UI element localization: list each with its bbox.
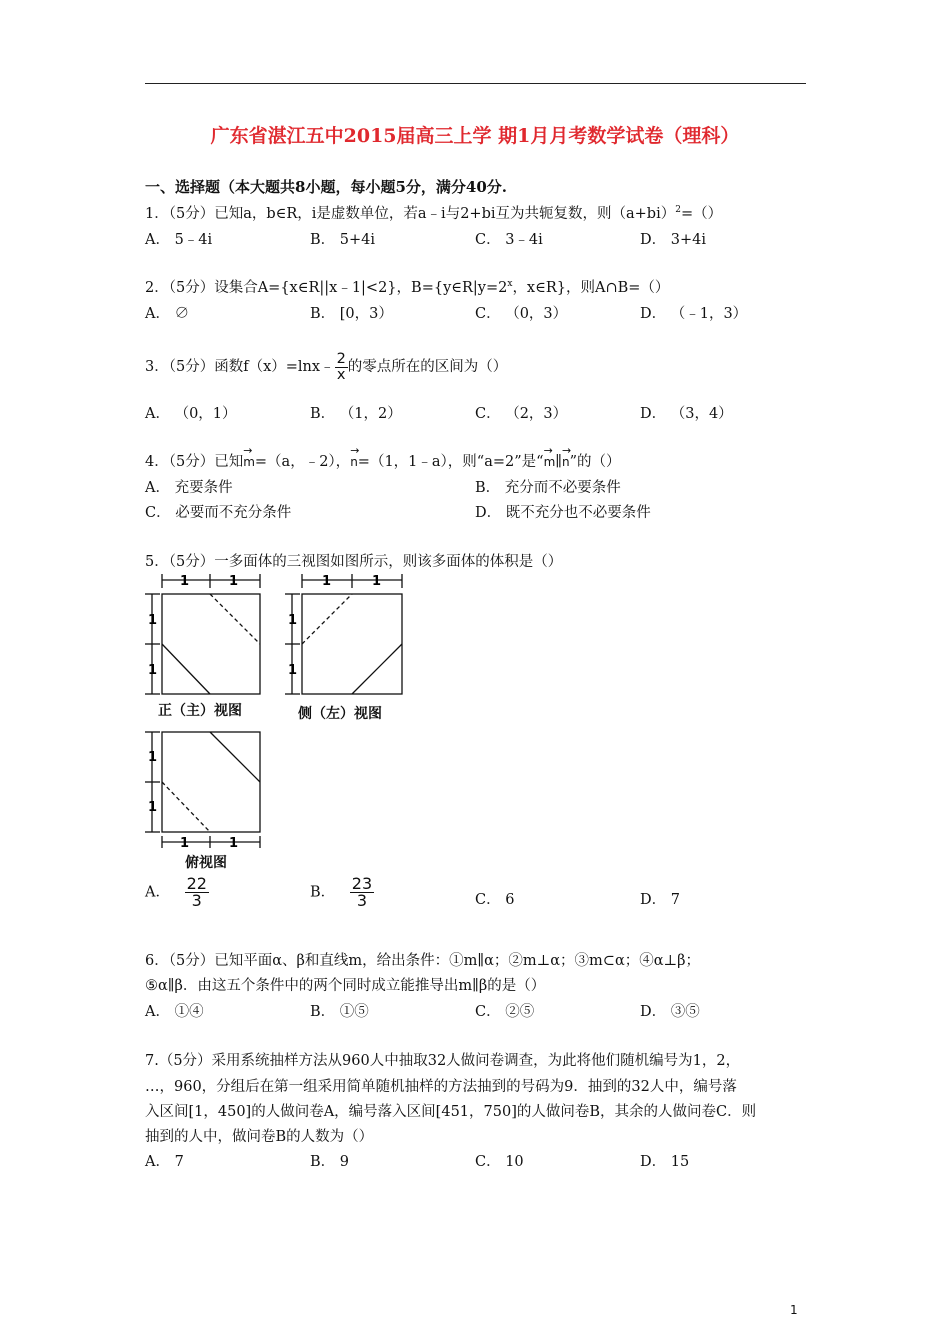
fraction-23-3: $\frac{23}{3}$ [351,874,373,910]
top-view-caption: 俯视图 [185,855,227,871]
question-7-line-1: 7.（5分）采用系统抽样方法从960人中抽取32人做问卷调查，为此将他们随机编号为1，2， [145,1053,741,1069]
dim-label: 1 [322,574,332,589]
fraction-2-over-x: $\frac{2}{x}$ [336,351,346,383]
dim-label: 1 [180,836,190,851]
dim-label: 1 [148,663,158,678]
q5-option-a: A． $\frac{22}{3}$ [145,874,207,910]
question-2: 2．（5分）设集合A={x∈R||x﹣1|<2}，$B=\{y\in R|y=2^x$，x∈R}，则A∩B=（） [145,279,670,296]
dim-label: 1 [148,800,158,815]
question-4: 4．（5分）已知→ m=（a，﹣2），→ n=（1，1﹣a），则“a=2”是“→ m∥→ n”的（） [145,450,621,471]
q4-option-d: D． 既不充分也不必要条件 [475,505,651,521]
q1-option-b: B． 5+4i [310,232,376,248]
q4-option-c: C． 必要而不充分条件 [145,505,292,521]
q1-option-a: A． 5﹣4i [145,232,213,248]
q5-option-d: D． 7 [640,892,680,908]
dim-label: 1 [288,663,298,678]
section-heading: 一、选择题（本大题共8小题，每小题5分，满分40分. [145,178,507,196]
q6-option-c: C． ②⑤ [475,1004,535,1020]
dim-label: 1 [180,574,190,589]
top-rule [145,83,806,84]
top-view-figure [140,728,270,854]
q2-option-a: A． ∅ [145,306,190,322]
vector-n-2: → n [562,450,570,468]
q5-option-c: C． 6 [475,892,515,908]
q3-option-a: A． （0，1） [145,406,237,422]
q4-option-b: B． 充分而不必要条件 [475,480,621,496]
q1-option-d: D． 3+4i [640,232,706,248]
vector-n: → n [350,450,358,468]
question-6-line-2: ⑤α∥β．由这五个条件中的两个同时成立能推导出m∥β的是（） [145,978,546,994]
dim-label: 1 [148,750,158,765]
question-6-line-1: 6．（5分）已知平面α、β和直线m，给出条件：①m∥α；②m⊥α；③m⊂α；④α⊥β； [145,953,701,969]
page-number: 1 [790,1303,798,1317]
question-7-line-2: …，960，分组后在第一组采用简单随机抽样的方法抽到的号码为9．抽到的32人中，编号落 [145,1079,737,1095]
question-1: 1．（5分）已知a，b∈R，i是虚数单位，若a﹣i与2+bi互为共轭复数，则$(a+bi)^2=()$ [145,205,723,222]
question-7-line-4: 抽到的人中，做问卷B的人数为（） [145,1129,374,1145]
question-7-line-3: 入区间[1，450]的人做问卷A，编号落入区间[451，750]的人做问卷B，其余的人做问卷C．则 [145,1104,757,1120]
q7-option-a: A． 7 [145,1154,184,1170]
q5-option-b: B． $\frac{23}{3}$ [310,874,373,910]
dim-label: 1 [372,574,382,589]
dim-label: 1 [229,836,239,851]
dim-label: 1 [288,613,298,628]
vector-m: → m [243,450,255,468]
side-view-caption: 侧（左）视图 [298,706,382,722]
question-3: 3．（5分）函数f（x）=lnx﹣ $\frac{2}{x}$ 的零点所在的区间为（） [145,351,508,383]
q3-option-b: B． （1，2） [310,406,402,422]
q3-option-d: D． （3，4） [640,406,733,422]
front-view-caption: 正（主）视图 [158,703,242,719]
q7-option-b: B． 9 [310,1154,349,1170]
question-5: 5．（5分）一多面体的三视图如图所示，则该多面体的体积是（） [145,554,563,570]
fraction-22-3: $\frac{22}{3}$ [186,874,207,910]
q4-option-a: A． 充要条件 [145,480,233,496]
q6-option-b: B． ①⑤ [310,1004,369,1020]
q7-option-d: D． 15 [640,1154,690,1170]
vector-m-2: → m [544,450,556,468]
dim-label: 1 [229,574,239,589]
page-title: 广东省湛江五中2015届高三上学 期1月月考数学试卷（理科） [210,125,740,147]
q6-option-a: A． ①④ [145,1004,204,1020]
q7-option-c: C． 10 [475,1154,524,1170]
q2-option-d: D． （﹣1，3） [640,306,748,322]
dim-label: 1 [148,613,158,628]
q1-option-c: C． 3﹣4i [475,232,543,248]
q2-option-c: C． （0，3） [475,306,568,322]
q3-option-c: C． （2，3） [475,406,568,422]
side-view-figure [280,574,410,724]
q2-option-b: B． [0，3） [310,306,393,322]
q6-option-d: D． ③⑤ [640,1004,700,1020]
